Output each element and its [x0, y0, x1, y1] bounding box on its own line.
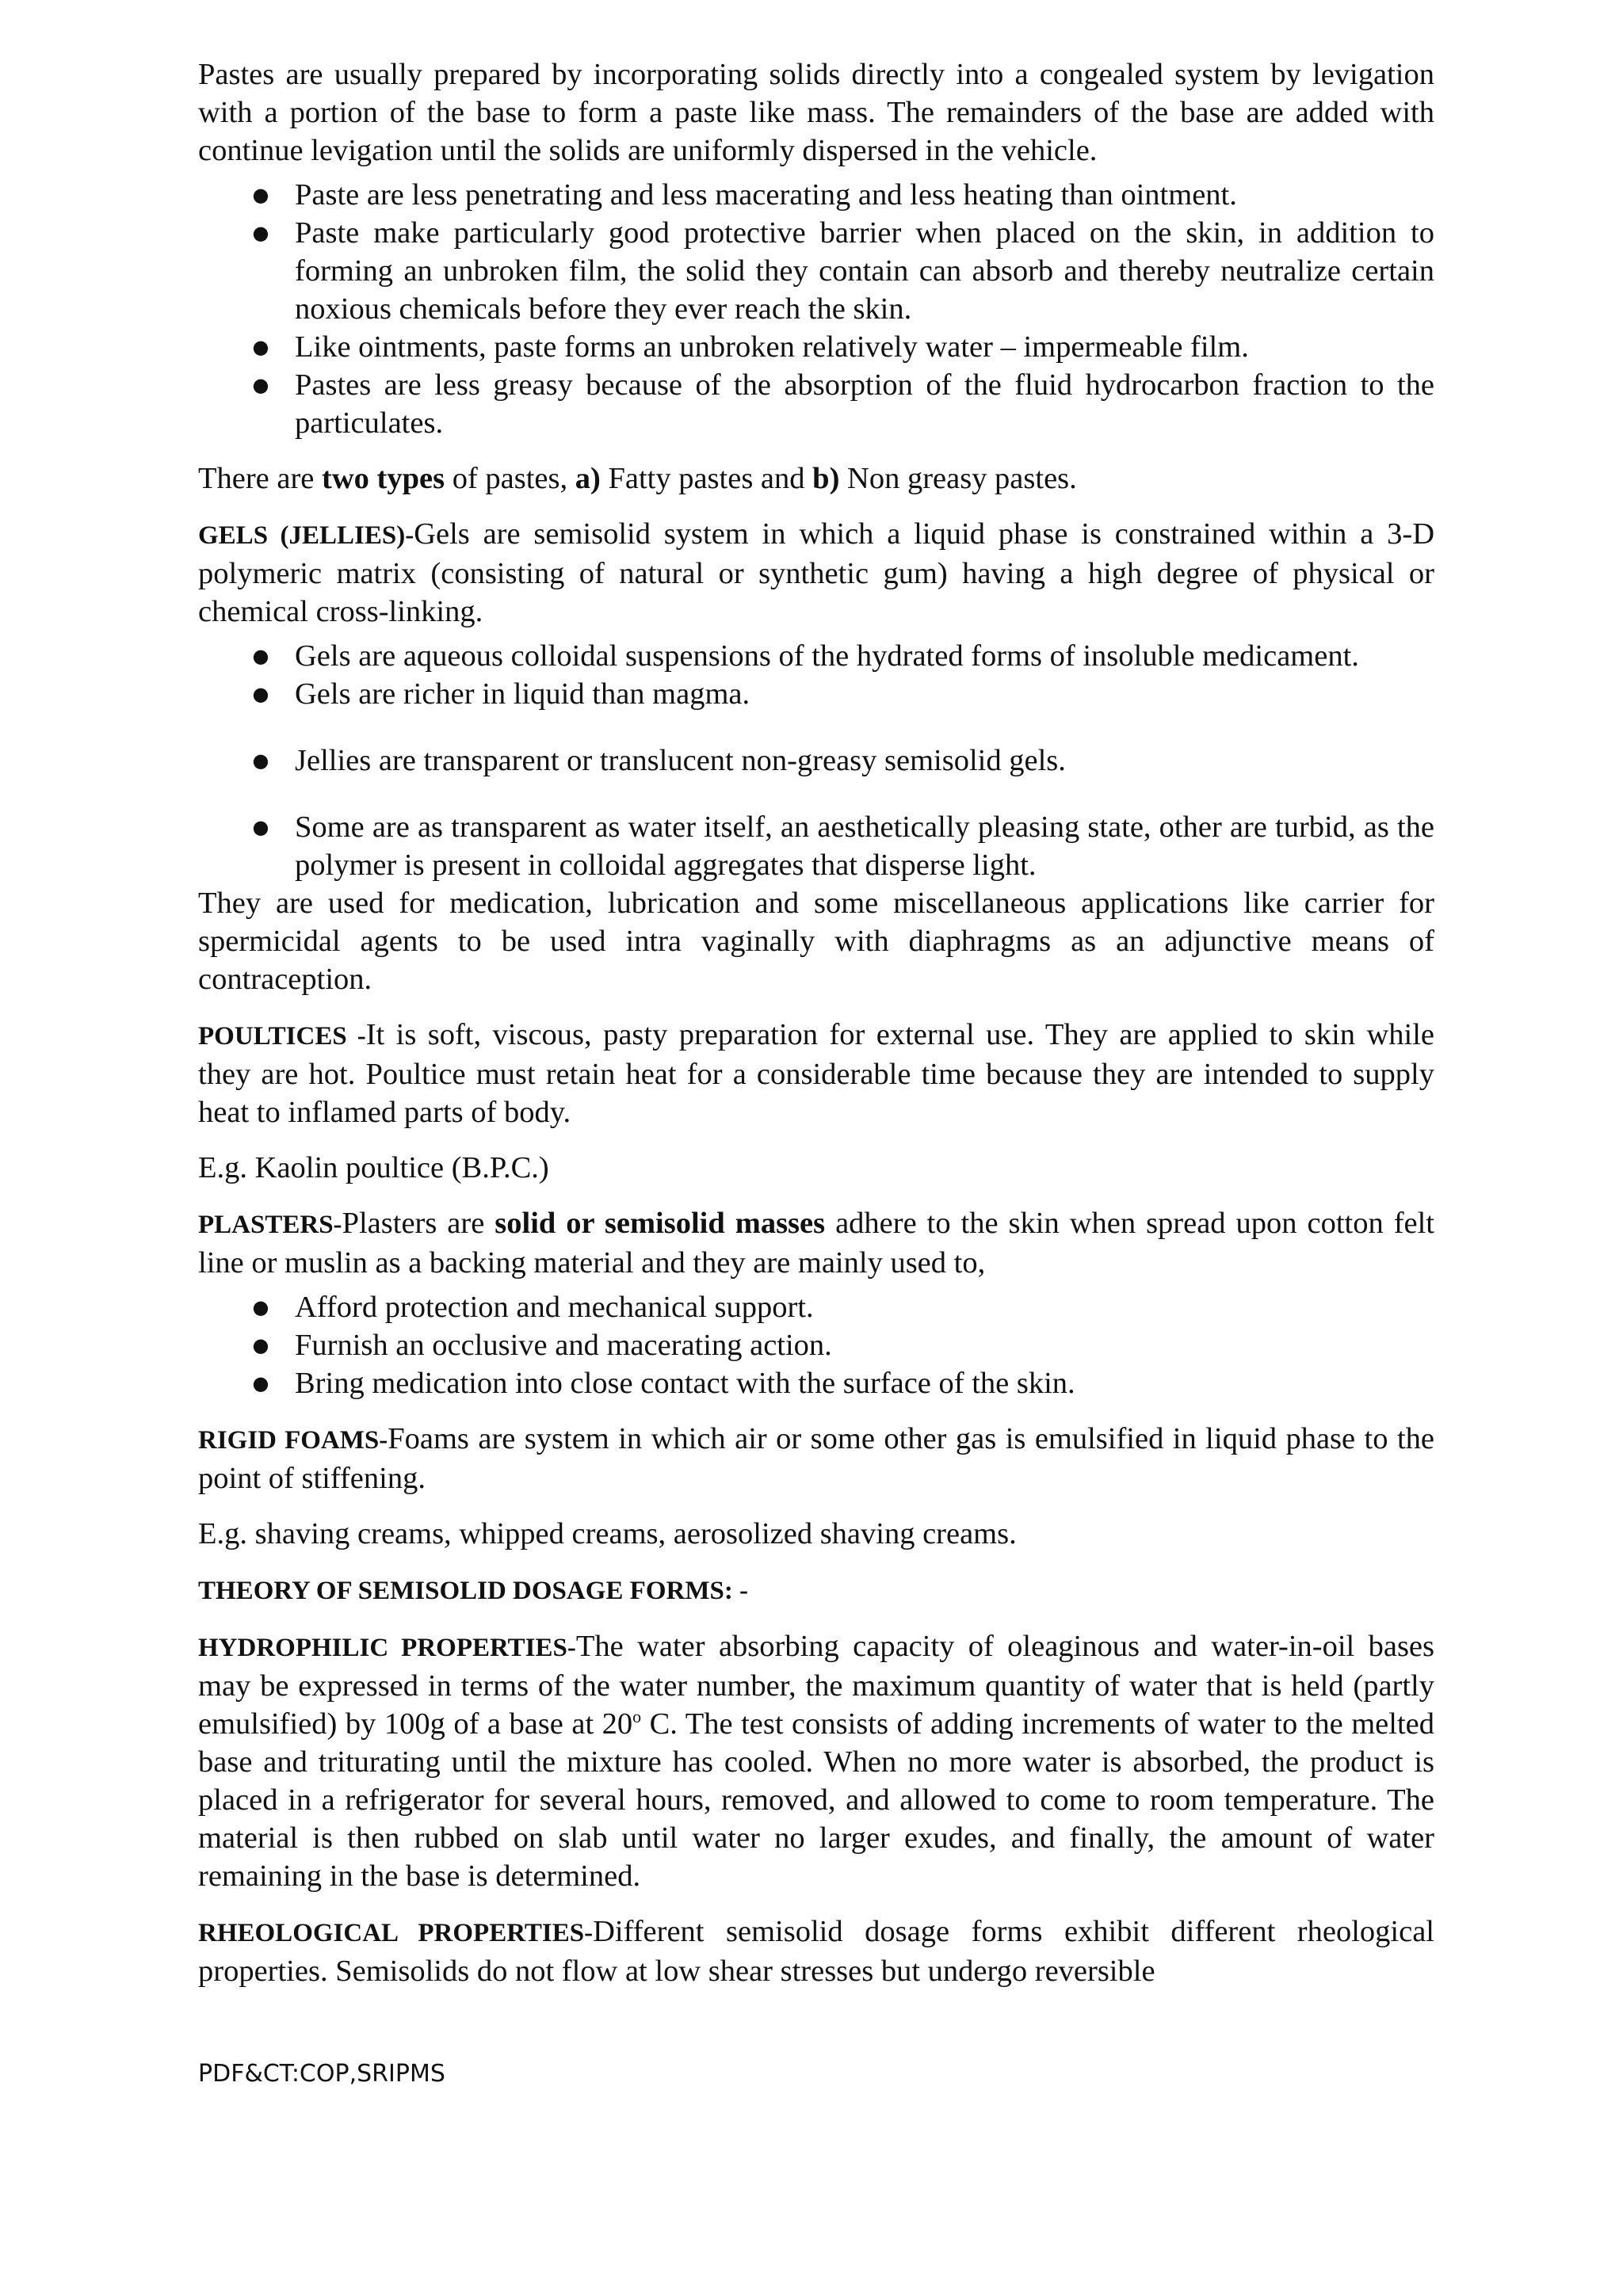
- plasters-heading: PLASTERS-: [198, 1211, 342, 1239]
- bullet-icon: ●: [252, 1296, 269, 1318]
- list-item: ● Pastes are less greasy because of the absorption of the fluid hydrocarbon fraction to the particulates.: [198, 366, 1434, 442]
- pastes-bullet-list: [198, 176, 1434, 442]
- bullet-icon: ●: [252, 336, 269, 358]
- poultices-paragraph: POULTICES -It is soft, viscous, pasty preparation for external use. They are applied to skin while they are hot. Poultice must retain heat for a considerable time because they are intended to supply heat to inflamed parts of body.: [198, 1018, 1434, 1129]
- bullet-icon: ●: [252, 816, 269, 838]
- gels-heading: GELS (JELLIES)-: [198, 521, 414, 550]
- rheological-heading: RHEOLOGICAL PROPERTIES-: [198, 1919, 594, 1947]
- foams-paragraph: RIGID FOAMS-Foams are system in which air or some other gas is emulsified in liquid phase to the point of stiffening.: [198, 1422, 1434, 1495]
- gels-paragraph: GELS (JELLIES)-Gels are semisolid system in which a liquid phase is constrained within a 3-D polymeric matrix (consisting of natural or synthetic gum) having a high degree of physical or chemical cross-linking.: [198, 517, 1435, 628]
- poultices-heading: POULTICES -: [198, 1022, 366, 1051]
- foams-heading: RIGID FOAMS-: [198, 1426, 388, 1455]
- page-footer: PDF&CT:COP,SRIPMS: [198, 2060, 445, 2088]
- list-item: ● Jellies are transparent or translucent non-greasy semisolid gels.: [198, 742, 1434, 780]
- list-item: ● Bring medication into close contact with the surface of the skin.: [198, 1364, 1434, 1402]
- plasters-paragraph: PLASTERS-Plasters are solid or semisolid masses adhere to the skin when spread upon cotton felt line or muslin as a backing material and they are mainly used to,: [198, 1207, 1434, 1280]
- document-page: [198, 55, 1434, 1990]
- list-item: ● Like ointments, paste forms an unbroken relatively water – impermeable film.: [198, 328, 1434, 366]
- plasters-bullet-list: [198, 1288, 1434, 1402]
- list-item: ● Furnish an occlusive and macerating action.: [198, 1326, 1434, 1364]
- pastes-types-paragraph: There are two types of pastes, a) Fatty pastes and b) Non greasy pastes.: [198, 462, 1077, 495]
- list-item: ● Afford protection and mechanical support.: [198, 1288, 1434, 1326]
- bullet-icon: ●: [252, 683, 269, 705]
- gels-bullet-list: [198, 637, 1434, 884]
- list-item: ● Gels are aqueous colloidal suspensions of the hydrated forms of insoluble medicament.: [198, 637, 1434, 675]
- theory-heading: THEORY OF SEMISOLID DOSAGE FORMS: -: [198, 1577, 749, 1605]
- bullet-icon: ●: [252, 1372, 269, 1394]
- hydrophilic-heading: HYDROPHILIC PROPERTIES-: [198, 1634, 576, 1662]
- list-item: ● Some are as transparent as water itself, an aesthetically pleasing state, other are turbid, as the polymer is present in colloidal aggregates that disperse light.: [198, 808, 1434, 884]
- pastes-intro: Pastes are usually prepared by incorporating solids directly into a congealed system by levigation with a portion of the base to form a paste like mass. The remainders of the base are added with continue levigation until the solids are uniformly dispersed in the vehicle.: [198, 58, 1434, 167]
- hydrophilic-paragraph: HYDROPHILIC PROPERTIES-The water absorbing capacity of oleaginous and water-in-oil bases may be expressed in terms of the water number, the maximum quantity of water that is held (partly emulsified) by 100g of a base at 20$^o$ C. The test consists of adding increments of water to the melted base and triturating until the mixture has cooled. When no more water is absorbed, the product is placed in a refrigerator for several hours, removed, and allowed to come to room temperature. The material is then rubbed on slab until water no larger exudes, and finally, the amount of water remaining in the base is determined.: [198, 1630, 1434, 1893]
- bullet-icon: ●: [252, 645, 269, 667]
- poultices-example: E.g. Kaolin poultice (B.P.C.): [198, 1151, 549, 1184]
- list-item: ● Paste make particularly good protective barrier when placed on the skin, in addition to forming an unbroken film, the solid they contain can absorb and thereby neutralize certain noxious chemicals before they ever reach the skin.: [198, 214, 1434, 328]
- bullet-icon: ●: [252, 184, 269, 206]
- list-item: ● Gels are richer in liquid than magma.: [198, 675, 1434, 713]
- rheological-paragraph: RHEOLOGICAL PROPERTIES-Different semisolid dosage forms exhibit different rheological properties. Semisolids do not flow at low shear stresses but undergo reversible: [198, 1915, 1434, 1988]
- bullet-icon: ●: [252, 222, 269, 244]
- list-item: ● Paste are less penetrating and less macerating and less heating than ointment.: [198, 176, 1434, 214]
- bullet-icon: ●: [252, 374, 269, 396]
- bullet-icon: ●: [252, 749, 269, 772]
- foams-example: E.g. shaving creams, whipped creams, aerosolized shaving creams.: [198, 1517, 1017, 1550]
- gels-uses-paragraph: They are used for medication, lubrication and some miscellaneous applications like carrier for spermicidal agents to be used intra vaginally with diaphragms as an adjunctive means of contraception.: [198, 887, 1434, 996]
- bullet-icon: ●: [252, 1334, 269, 1356]
